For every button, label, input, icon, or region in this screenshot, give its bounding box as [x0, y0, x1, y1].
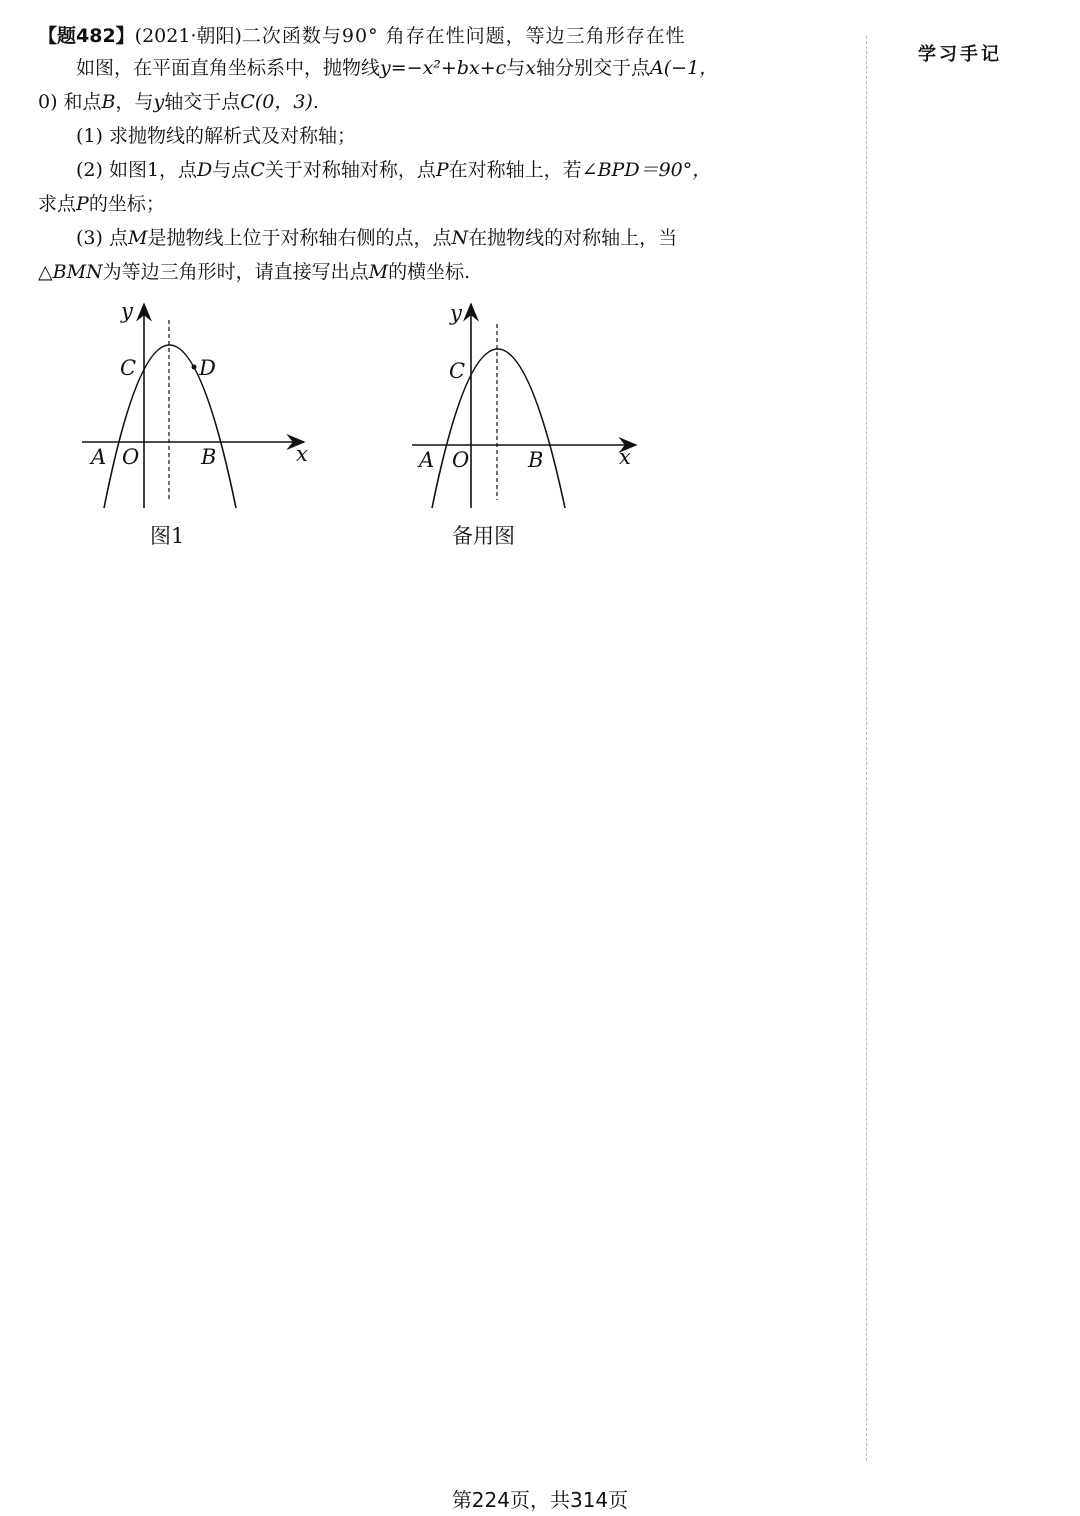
- problem-topic: 二次函数与90° 角存在性问题，等边三角形存在性: [241, 25, 686, 47]
- question-3: [38, 221, 848, 255]
- page-footer: 第224页，共314页: [451, 1488, 629, 1512]
- origin-label: O: [122, 445, 140, 469]
- angle-bpd: ∠BPD＝90°，: [581, 159, 712, 181]
- intro-text: 与: [506, 57, 526, 79]
- point-n: N: [451, 227, 469, 249]
- question-2: [38, 153, 848, 187]
- intro-text: 0) 和点: [38, 91, 102, 113]
- point-d: D: [197, 159, 213, 181]
- q2-text: 在对称轴上，若: [448, 159, 582, 181]
- x-axis-label: x: [619, 445, 631, 469]
- figure-1-graph: [78, 298, 318, 513]
- point-c-label: C: [120, 356, 137, 380]
- point-c: C(0，3): [240, 91, 313, 113]
- q2-text: 的坐标；: [88, 193, 165, 215]
- x-axis-label: x: [296, 442, 308, 466]
- point-m: M: [127, 227, 148, 249]
- y-variable: y: [153, 91, 165, 113]
- q3-text: 是抛物线上位于对称轴右侧的点，点: [147, 227, 452, 249]
- question-3-cont: [38, 255, 848, 289]
- figure-backup-caption: 备用图: [452, 524, 515, 548]
- q3-text: (3) 点: [76, 227, 128, 249]
- point-a-label: A: [91, 445, 107, 469]
- problem-content: [38, 20, 848, 289]
- intro-text: ，与: [115, 91, 154, 113]
- q2-text: 与点: [212, 159, 251, 181]
- parabola-equation: y=−x²+bx+c: [380, 57, 507, 79]
- point-b: B: [101, 91, 116, 113]
- figure-backup-graph: [408, 298, 648, 513]
- problem-source: (2021·朝阳): [134, 25, 242, 47]
- point-b-label: B: [201, 445, 217, 469]
- problem-tag: 【题482】: [38, 25, 135, 47]
- q2-text: 关于对称轴对称，点: [264, 159, 436, 181]
- x-variable: x: [525, 57, 537, 79]
- point-d-label: D: [199, 356, 216, 380]
- notes-label: 学习手记: [918, 44, 1002, 65]
- intro-text: 如图，在平面直角坐标系中，抛物线: [76, 57, 381, 79]
- intro-text: 轴分别交于点: [536, 57, 651, 79]
- figure-1: [78, 298, 318, 517]
- point-m: M: [368, 261, 389, 283]
- figure-1-caption: 图1: [150, 524, 185, 548]
- question-2-cont: [38, 187, 848, 221]
- y-axis-label: y: [450, 301, 462, 325]
- problem-header: [38, 20, 848, 51]
- point-a-label: A: [419, 448, 435, 472]
- question-1: (1) 求抛物线的解析式及对称轴；: [76, 125, 356, 147]
- problem-intro: [38, 51, 848, 85]
- intro-text: .: [312, 91, 319, 113]
- point-p: P: [435, 159, 449, 181]
- q3-text: 为等边三角形时，请直接写出点: [102, 261, 369, 283]
- problem-intro-cont: [38, 85, 848, 119]
- q3-text: 在抛物线的对称轴上，当: [468, 227, 678, 249]
- q2-text: (2) 如图1，点: [76, 159, 198, 181]
- point-c-label: C: [449, 359, 466, 383]
- point-d-dot: [192, 365, 197, 370]
- y-axis-label: y: [121, 299, 133, 323]
- figure-backup: [408, 298, 648, 517]
- q2-text: 求点: [38, 193, 77, 215]
- notes-divider: [866, 36, 867, 1461]
- intro-text: 轴交于点: [164, 91, 241, 113]
- triangle-bmn: △BMN: [38, 261, 103, 283]
- point-b-label: B: [528, 448, 544, 472]
- point-p: P: [76, 193, 89, 215]
- point-a: A(−1，: [650, 57, 719, 79]
- q3-text: 的横坐标.: [388, 261, 471, 283]
- origin-label: O: [452, 448, 470, 472]
- point-c-ref: C: [250, 159, 265, 181]
